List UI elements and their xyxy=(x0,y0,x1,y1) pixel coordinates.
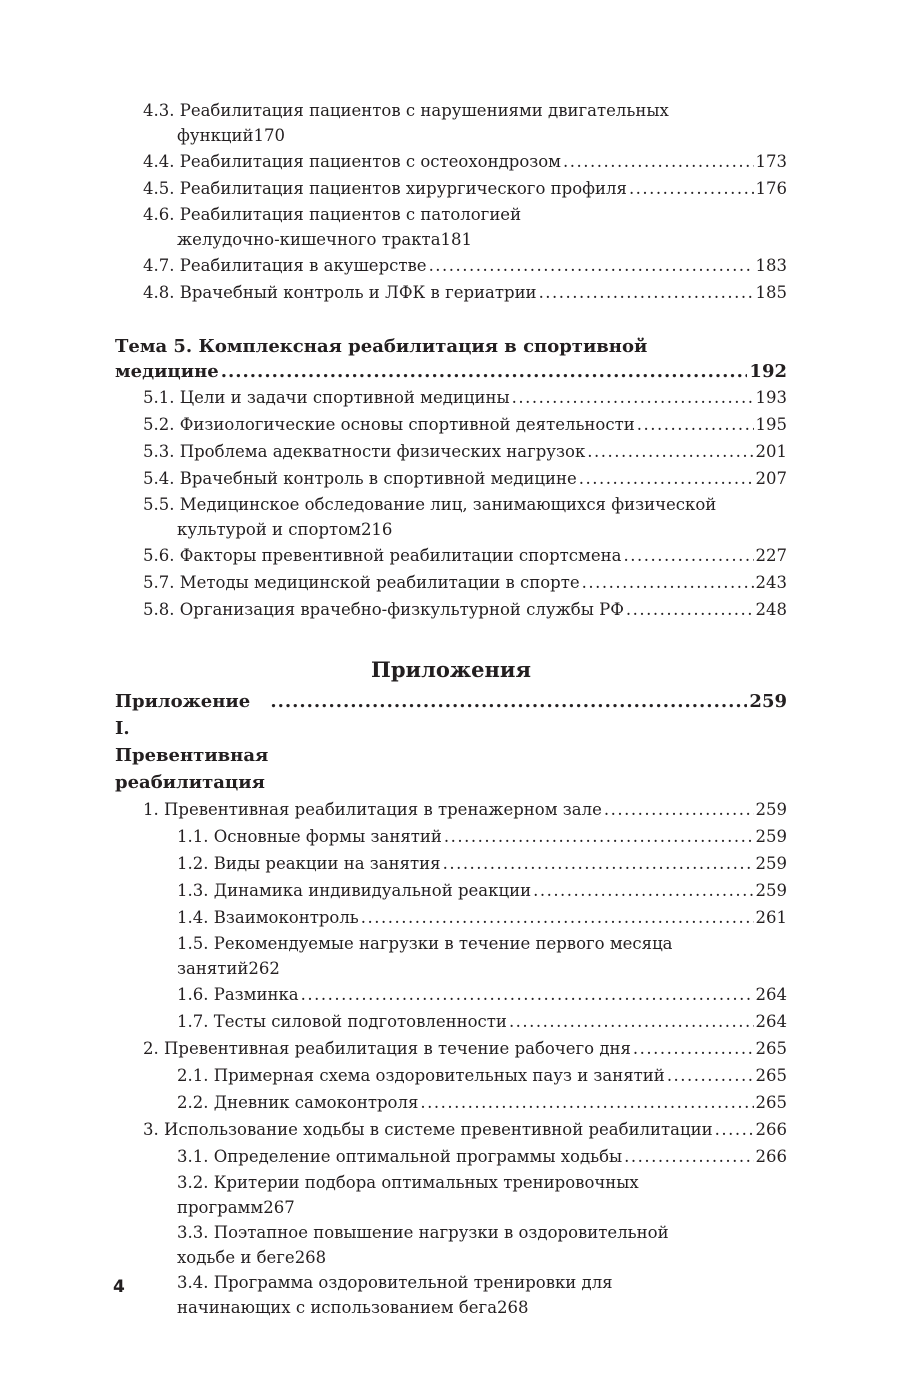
toc-entry xyxy=(115,823,787,850)
toc-entry-page: 265 xyxy=(755,1093,787,1112)
appendices-heading: Приложения xyxy=(371,657,531,682)
toc-entry xyxy=(115,569,787,596)
toc-entry-title: 3. Использование ходьбы в системе превентивной реабилитации xyxy=(143,1120,713,1139)
leader-dots xyxy=(579,465,754,492)
leader-dots xyxy=(624,1143,753,1170)
toc-entry-title-line: ходьбе и беге xyxy=(177,1248,295,1267)
leader-dots xyxy=(533,877,753,904)
toc-entry-title: 5.8. Организация врачебно-физкультурной службы РФ xyxy=(143,600,624,619)
toc-entry xyxy=(115,98,787,148)
leader-dots xyxy=(637,411,754,438)
toc-entry-title-row xyxy=(115,227,787,252)
toc-entry-title: 1.3. Динамика индивидуальной реакции xyxy=(177,881,532,900)
toc-entry-page: 265 xyxy=(755,1039,787,1058)
leader-dots xyxy=(563,148,753,175)
toc-entry-page: 176 xyxy=(755,179,787,198)
toc-entry-page: 266 xyxy=(755,1147,787,1166)
toc-entry-page: 261 xyxy=(755,908,787,927)
toc-entry-page: 264 xyxy=(755,985,787,1004)
toc-entry-title: 2.2. Дневник самоконтроля xyxy=(177,1093,419,1112)
leader-dots xyxy=(623,542,753,569)
leader-dots xyxy=(361,904,754,931)
toc-entry-page: 268 xyxy=(294,1248,327,1267)
toc-entry-title-line: 3.4. Программа оздоровительной тренировки для xyxy=(177,1273,613,1292)
toc-entry-title: 4.4. Реабилитация пациентов с остеохондрозом xyxy=(143,152,562,171)
toc-entry-page: 248 xyxy=(755,600,787,619)
toc-entry-title-line: программ xyxy=(177,1198,264,1217)
toc-entry xyxy=(115,931,787,981)
toc-entry-title: 3.1. Определение оптимальной программы ходьбы xyxy=(177,1147,623,1166)
toc-entry xyxy=(115,438,787,465)
toc-entry xyxy=(115,411,787,438)
topic-5-title-line2-row xyxy=(115,359,787,384)
leader-dots xyxy=(667,1062,754,1089)
toc-entry-page: 181 xyxy=(440,230,473,249)
toc-entry-page: 227 xyxy=(755,546,787,565)
toc-entry-title-row xyxy=(115,1245,787,1270)
toc-entry-page: 201 xyxy=(755,442,787,461)
toc-entry-page: 259 xyxy=(755,800,787,819)
toc-entry-title: 4.8. Врачебный контроль и ЛФК в гериатрии xyxy=(143,283,537,302)
toc-entry xyxy=(115,1270,787,1320)
leader-dots xyxy=(512,384,754,411)
toc-entry-title: 5.4. Врачебный контроль в спортивной медицине xyxy=(143,469,577,488)
toc-entry-title-line: 4.6. Реабилитация пациентов с патологией xyxy=(143,205,522,224)
toc-entry xyxy=(115,279,787,306)
toc-entry-title-line: занятий xyxy=(177,959,249,978)
toc-entry-page: 216 xyxy=(360,520,393,539)
toc-entry-page: 264 xyxy=(755,1012,787,1031)
toc-entry-page: 183 xyxy=(755,256,787,275)
toc-entry-page: 266 xyxy=(755,1120,787,1139)
leader-dots xyxy=(509,1008,754,1035)
toc-entry-title-row xyxy=(115,1195,787,1220)
toc-entry xyxy=(115,384,787,411)
leader-dots xyxy=(301,981,754,1008)
leader-dots xyxy=(270,688,747,715)
topic-5-heading xyxy=(115,334,787,384)
leader-dots xyxy=(629,175,754,202)
toc-entry-page: 185 xyxy=(755,283,787,302)
toc-entry-title-line: 3.3. Поэтапное повышение нагрузки в оздоровительной xyxy=(177,1223,669,1242)
toc-entry-title: 5.7. Методы медицинской реабилитации в спорте xyxy=(143,573,580,592)
topic-5-title-line1: Тема 5. Комплексная реабилитация в спортивной xyxy=(115,336,648,357)
toc-entry-title-line: 4.3. Реабилитация пациентов с нарушениями двигательных xyxy=(143,101,669,120)
toc-entry xyxy=(115,465,787,492)
toc-entry xyxy=(115,904,787,931)
toc-entry-title: 2.1. Примерная схема оздоровительных пауз и занятий xyxy=(177,1066,665,1085)
toc-entry xyxy=(115,492,787,542)
toc-entry xyxy=(115,1062,787,1089)
toc-entry-page: 262 xyxy=(248,959,280,978)
toc-entry-title: 1.1. Основные формы занятий xyxy=(177,827,442,846)
toc-entry-page: 265 xyxy=(755,1066,787,1085)
appendix-1-title: Приложение I. Превентивная реабилитация xyxy=(115,691,269,793)
toc-entry xyxy=(115,1035,787,1062)
toc-entry xyxy=(115,202,787,252)
toc-entry-title: 5.2. Физиологические основы спортивной деятельности xyxy=(143,415,635,434)
toc-entry-page: 173 xyxy=(755,152,787,171)
toc-entry xyxy=(115,252,787,279)
toc-entry-page: 268 xyxy=(497,1298,529,1317)
leader-dots xyxy=(539,279,754,306)
toc-entry xyxy=(115,850,787,877)
toc-entry xyxy=(115,1116,787,1143)
toc-entry-title-line: желудочно-кишечного тракта xyxy=(177,230,441,249)
toc-entry xyxy=(115,1143,787,1170)
leader-dots xyxy=(444,823,754,850)
toc-entry xyxy=(115,1170,787,1220)
toc-entry-title-line: функций xyxy=(177,126,254,145)
toc-entry xyxy=(115,1220,787,1270)
section-4-list xyxy=(115,98,787,306)
toc-entry-title-row xyxy=(115,956,787,981)
leader-dots xyxy=(587,438,753,465)
leader-dots xyxy=(633,1035,754,1062)
appendix-1-list xyxy=(115,796,787,1320)
leader-dots xyxy=(715,1116,754,1143)
section-5-list xyxy=(115,384,787,623)
toc-entry-title-row xyxy=(115,1295,787,1320)
toc-entry-title: 5.6. Факторы превентивной реабилитации спортсмена xyxy=(143,546,622,565)
leader-dots xyxy=(626,596,754,623)
toc-entry-title: 4.5. Реабилитация пациентов хирургического профиля xyxy=(143,179,627,198)
toc-entry-title: 5.3. Проблема адекватности физических нагрузок xyxy=(143,442,586,461)
topic-5-page: 192 xyxy=(749,361,787,382)
toc-entry-title-line: 1.5. Рекомендуемые нагрузки в течение первого месяца xyxy=(177,934,673,953)
leader-dots xyxy=(429,252,754,279)
toc-entry-title-line: 5.5. Медицинское обследование лиц, занимающихся физической xyxy=(143,495,717,514)
leader-dots xyxy=(582,569,754,596)
toc-entry-page: 243 xyxy=(755,573,787,592)
leader-dots xyxy=(604,796,754,823)
page-number: 4 xyxy=(113,1277,125,1297)
toc-entry-title: 4.7. Реабилитация в акушерстве xyxy=(143,256,427,275)
toc-entry-title: 1.7. Тесты силовой подготовленности xyxy=(177,1012,507,1031)
toc-entry xyxy=(115,175,787,202)
topic-5-title-line2: медицине xyxy=(115,361,219,382)
appendix-1-heading xyxy=(115,688,787,796)
toc-entry-title: 1. Превентивная реабилитация в тренажерном зале xyxy=(143,800,602,819)
toc-entry-page: 207 xyxy=(755,469,787,488)
toc-entry xyxy=(115,596,787,623)
toc-entry-title: 1.6. Разминка xyxy=(177,985,299,1004)
toc-entry xyxy=(115,796,787,823)
toc-entry-title: 1.2. Виды реакции на занятия xyxy=(177,854,441,873)
toc-entry-page: 259 xyxy=(755,827,787,846)
toc-entry-title-row xyxy=(115,123,787,148)
leader-dots xyxy=(221,359,748,384)
table-of-contents xyxy=(115,98,787,1320)
toc-entry-page: 193 xyxy=(755,388,787,407)
toc-entry xyxy=(115,1089,787,1116)
toc-entry-page: 170 xyxy=(253,126,286,145)
toc-entry-title-row xyxy=(115,517,787,542)
leader-dots xyxy=(420,1089,753,1116)
toc-entry xyxy=(115,542,787,569)
toc-entry-page: 259 xyxy=(755,881,787,900)
toc-entry-page: 267 xyxy=(263,1198,295,1217)
toc-entry-page: 259 xyxy=(755,854,787,873)
toc-entry-title-line: культурой и спортом xyxy=(177,520,361,539)
toc-entry-title: 1.4. Взаимоконтроль xyxy=(177,908,359,927)
appendix-1-page: 259 xyxy=(749,691,787,712)
toc-entry xyxy=(115,148,787,175)
toc-entry xyxy=(115,1008,787,1035)
leader-dots xyxy=(443,850,754,877)
toc-entry-title: 5.1. Цели и задачи спортивной медицины xyxy=(143,388,510,407)
toc-entry-title-line: 3.2. Критерии подбора оптимальных тренировочных xyxy=(177,1173,639,1192)
toc-entry xyxy=(115,981,787,1008)
toc-entry-page: 195 xyxy=(755,415,787,434)
toc-entry-title-line: начинающих с использованием бега xyxy=(177,1298,498,1317)
toc-entry xyxy=(115,877,787,904)
toc-entry-title: 2. Превентивная реабилитация в течение рабочего дня xyxy=(143,1039,631,1058)
